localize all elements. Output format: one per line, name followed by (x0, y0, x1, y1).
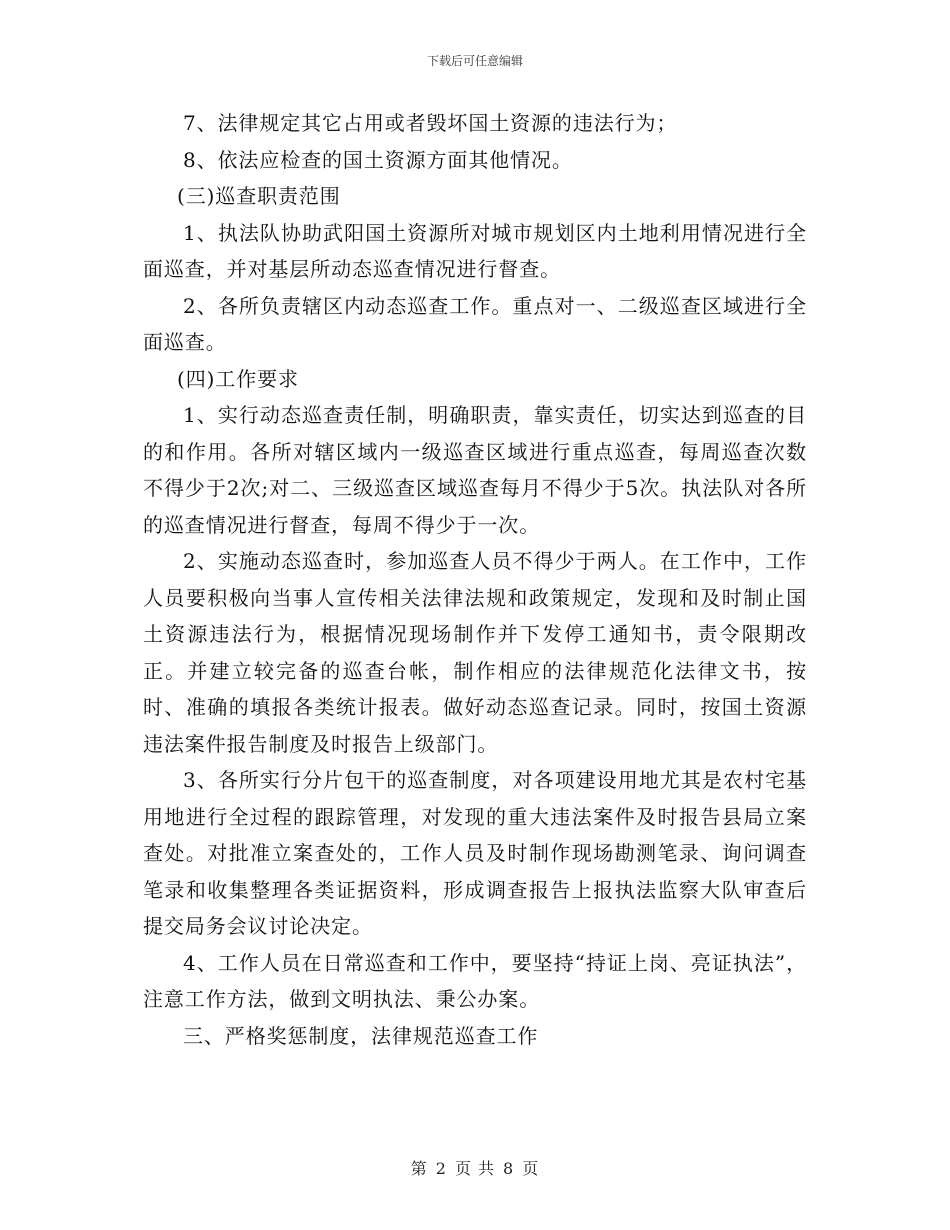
footer-middle: 页 共 (454, 1159, 496, 1178)
paragraph-item-8: 8、依法应检查的国土资源方面其他情况。 (183, 147, 573, 172)
page-header-note: 下载后可任意编辑 (426, 54, 523, 68)
paragraph-requirement-4: 4、工作人员在日常巡查和工作中，要坚持“持证上岗、亮证执法”，注意工作方法，做到文明执法、秉公办案。 (143, 950, 807, 1011)
total-page-count: 8 (503, 1159, 515, 1178)
section-heading-rewards-penalties: 三、严格奖惩制度，法律规范巡查工作 (183, 1023, 539, 1048)
paragraph-scope-1: 1、执法队协助武阳国土资源所对城市规划区内土地利用情况进行全面巡查，并对基层所动态巡查情况进行督查。 (143, 220, 807, 281)
paragraph-item-7: 7、法律规定其它占用或者毁坏国土资源的违法行为； (183, 111, 678, 135)
paragraph-requirement-3: 3、各所实行分片包干的巡查制度，对各项建设用地尤其是农村宅基用地进行全过程的跟踪管理，对发现的重大违法案件及时报告县局立案查处。对批准立案查处的，工作人员及时制作现场勘测笔录、询问调查笔录和收集整理各类证据资料，形成调查报告上报执法监察大队审查后提交局务会议讨论决定。 (143, 768, 807, 938)
footer-suffix: 页 (522, 1159, 540, 1178)
document-body (143, 105, 807, 1054)
footer-prefix: 第 (410, 1159, 428, 1178)
current-page-number: 2 (435, 1159, 447, 1178)
paragraph-scope-2: 2、各所负责辖区内动态巡查工作。重点对一、二级巡查区域进行全面巡查。 (143, 293, 807, 354)
page-footer (0, 1156, 950, 1179)
section-heading-patrol-scope: (三)巡查职责范围 (177, 184, 341, 208)
paragraph-requirement-2: 2、实施动态巡查时，参加巡查人员不得少于两人。在工作中，工作人员要积极向当事人宣传相关法律法规和政策规定，发现和及时制止国土资源违法行为，根据情况现场制作并下发停工通知书，责令限期改正。并建立较完备的巡查台帐，制作相应的法律规范化法律文书，按时、准确的填报各类统计报表。做好动态巡查记录。同时，按国土资源违法案件报告制度及时报告上级部门。 (143, 549, 807, 756)
section-heading-work-requirements: (四)工作要求 (177, 366, 299, 391)
paragraph-requirement-1: 1、实行动态巡查责任制，明确职责，靠实责任，切实达到巡查的目的和作用。各所对辖区域内一级巡查区域进行重点巡查，每周巡查次数不得少于2次;对二、三级巡查区域巡查每月不得少于5次。执法队对各所的巡查情况进行督查，每周不得少于一次。 (143, 403, 807, 537)
